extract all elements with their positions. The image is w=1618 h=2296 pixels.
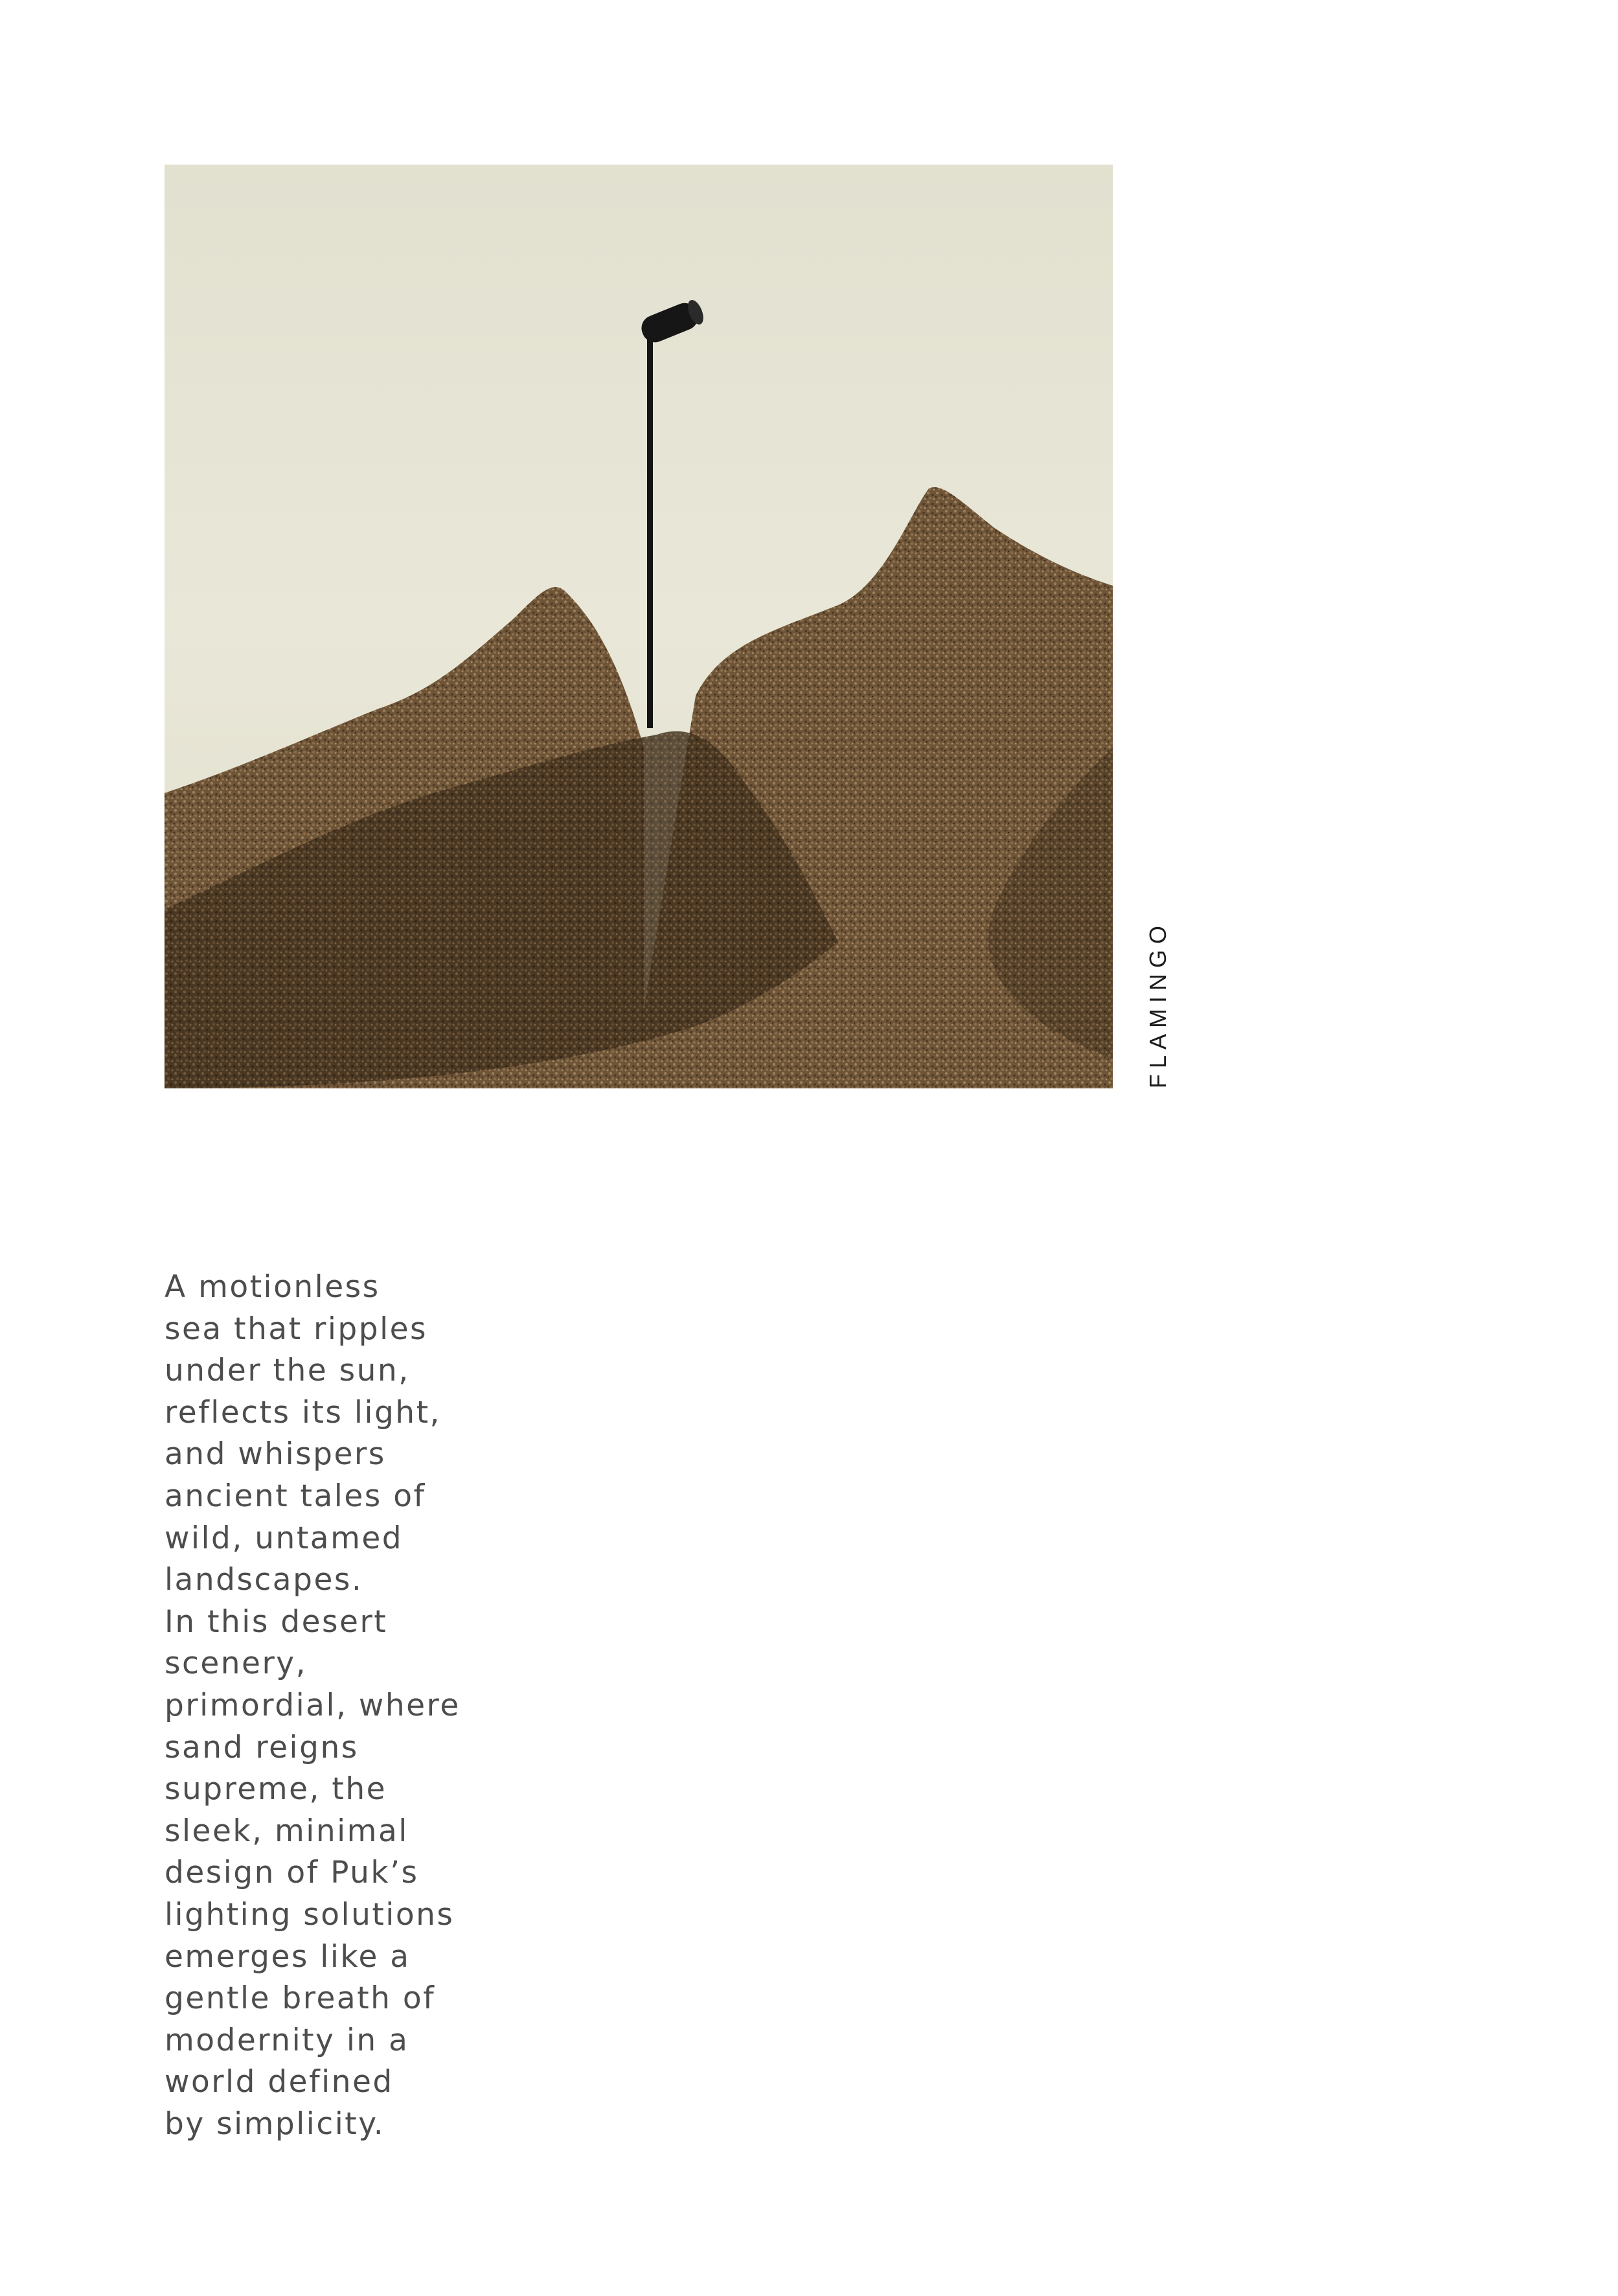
body-line: and whispers [165, 1436, 386, 1473]
body-line: sand reigns [165, 1729, 359, 1765]
body-line: modernity in a [165, 2022, 409, 2058]
product-name-vertical [1146, 894, 1172, 1088]
body-line: by simplicity. [165, 2106, 385, 2142]
desert-lamp-illustration [165, 165, 1113, 1088]
body-line: scenery, [165, 1646, 308, 1682]
body-line: landscapes. [165, 1562, 363, 1598]
body-line: A motionless [165, 1269, 380, 1305]
body-line: world defined [165, 2064, 394, 2100]
body-line: emerges like a [165, 1938, 411, 1975]
lamp-pole [647, 339, 653, 728]
body-line: sleek, minimal [165, 1813, 409, 1849]
body-paragraph [165, 1267, 527, 2145]
body-line: wild, untamed [165, 1520, 404, 1556]
product-name-label: FLAMINGO [1145, 919, 1171, 1088]
body-line: In this desert [165, 1603, 388, 1640]
body-line: supreme, the [165, 1771, 387, 1808]
body-line: ancient tales of [165, 1478, 426, 1514]
body-line: design of Puk’s [165, 1855, 419, 1891]
body-line: primordial, where [165, 1687, 461, 1723]
body-line: sea that ripples [165, 1311, 428, 1347]
body-line: under the sun, [165, 1353, 410, 1389]
body-line: gentle breath of [165, 1980, 436, 2017]
hero-photo [165, 165, 1113, 1088]
body-line: lighting solutions [165, 1896, 455, 1933]
body-line: reflects its light, [165, 1394, 441, 1430]
